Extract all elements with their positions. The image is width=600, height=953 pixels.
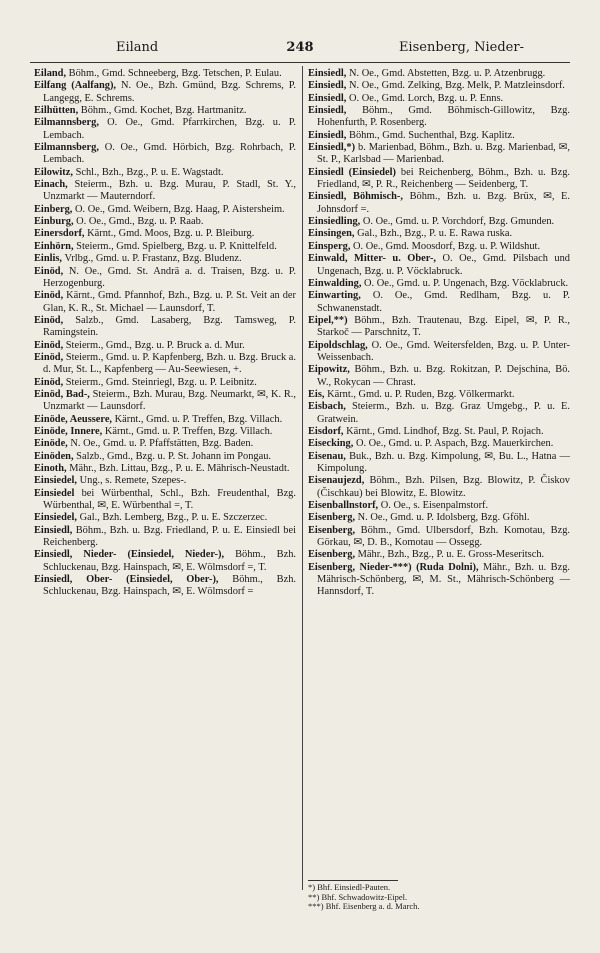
entry-headword: Eisenberg, — [308, 549, 356, 561]
entry-text: O. Oe., Gmd. Redlham, Bzg. u. P. Schwanenstadt. — [317, 290, 570, 314]
entry-headword: Einwarting, — [308, 290, 361, 302]
gazetteer-entry — [308, 451, 570, 476]
entry-text: N. Oe., Bzh. Gmünd, Bzg. Schrems, P. Langegg, E. Schrems. — [43, 80, 296, 104]
header-rule — [30, 62, 570, 63]
entry-text: Kärnt., Gmd. Moos, Bzg. u. P. Bleiburg. — [87, 228, 255, 240]
gazetteer-entry — [34, 241, 296, 253]
gazetteer-entry — [308, 290, 570, 315]
entry-text: O. Oe., Gmd. Moosdorf, Bzg. u. P. Wildshut. — [353, 240, 541, 252]
entry-headword: Einsiedl, — [308, 129, 347, 141]
gazetteer-entry — [308, 130, 570, 142]
entry-text: Gal., Bzh. Lemberg, Bzg., P. u. E. Szczerzec. — [79, 512, 268, 524]
entry-headword: Eis, — [308, 388, 325, 400]
entry-text: Mähr., Bzh. Littau, Bzg., P. u. E. Mährisch-Neustadt. — [69, 463, 290, 474]
entry-text: Böhm., Bzh. Trautenau, Bzg. Eipel, ✉, P. R., Starkoč — Parschnitz, T. — [317, 314, 570, 339]
gazetteer-entry — [34, 438, 296, 450]
entry-headword: Einsiedel — [34, 487, 75, 499]
gazetteer-entry — [308, 549, 570, 561]
entry-text: O. Oe., Gmd. Lorch, Bzg. u. P. Enns. — [349, 92, 504, 104]
gazetteer-entry — [34, 142, 296, 167]
entry-text: Kärnt., Gmd. u. P. Treffen, Bzg. Villach. — [104, 425, 273, 437]
footnotes — [308, 880, 570, 912]
gazetteer-entry — [34, 352, 296, 377]
entry-headword: Einsiedl, Nieder- (Einsiedel, Nieder-), — [34, 549, 225, 561]
entry-text: Ung., s. Remete, Szepes-. — [79, 475, 187, 487]
entry-headword: Einöd, — [34, 265, 64, 277]
gazetteer-entry — [308, 142, 570, 167]
entry-headword: Einberg, — [34, 203, 73, 215]
entry-text: Salzb., Gmd., Bzg. u. P. St. Johann im Pongau. — [76, 450, 272, 462]
gazetteer-entry — [308, 500, 570, 512]
gazetteer-entry — [34, 340, 296, 352]
entry-headword: Einöde, — [34, 438, 68, 450]
entry-text: N. Oe., Gmd. u. P. Pfaffstätten, Bzg. Baden. — [70, 438, 254, 450]
gazetteer-entry — [34, 167, 296, 179]
gazetteer-entry — [308, 68, 570, 80]
gazetteer-entry — [34, 451, 296, 463]
entry-text: Steierm., Bzh. u. Bzg. Graz Umgebg., P. u. E. Gratwein. — [317, 401, 570, 425]
gazetteer-entry — [34, 574, 296, 599]
entry-headword: Eisecking, — [308, 438, 354, 450]
entry-headword: Eilhütten, — [34, 105, 79, 117]
gazetteer-entry — [34, 426, 296, 438]
entry-headword: Einsiedl, — [308, 92, 347, 104]
gazetteer-entry — [308, 315, 570, 340]
entry-headword: Eisenballnstorf, — [308, 500, 379, 512]
entry-text: Böhm., Bzh. Schluckenau, Bzg. Hainspach, ✉, E. Wölmsdorf =, T. — [43, 549, 296, 573]
entry-headword: Einsiedl, — [308, 68, 347, 79]
entry-headword: Einöd, — [34, 314, 64, 326]
gazetteer-entry — [308, 438, 570, 450]
gazetteer-entry — [308, 105, 570, 130]
entry-headword: Einsiedl, — [308, 105, 347, 117]
gazetteer-entry — [34, 414, 296, 426]
entry-headword: Eisenberg, Nieder-***) (Ruda Dolni), — [308, 561, 479, 573]
entry-headword: Eisenberg, — [308, 524, 356, 536]
footnote: **) Bhf. Schwadowitz-Eipel. — [308, 891, 408, 902]
entry-text: Böhm., Bzh. u. Bzg. Friedland, P. u. E. Einsiedl bei Reichenberg. — [43, 524, 296, 549]
gazetteer-entry — [308, 253, 570, 278]
entry-text: N. Oe., Gmd. St. Andrä a. d. Traisen, Bzg. u. P. Herzogenburg. — [43, 265, 296, 289]
entry-text: N. Oe., Gmd. u. P. Idolsberg, Bzg. Gföhl. — [357, 512, 530, 524]
gazetteer-entry — [34, 315, 296, 340]
entry-text: Kärnt., Gmd. Pfannhof, Bzh., Bzg. u. P. St. Veit an der Glan, K. R., St. Michael — Launsdorf, T. — [43, 290, 296, 314]
gazetteer-entry — [308, 278, 570, 290]
gazetteer-entry — [34, 389, 296, 414]
footnote: ***) Bhf. Eisenberg a. d. March. — [308, 901, 420, 912]
entry-text: bei Würbenthal, Schl., Bzh. Freudenthal, Bzg. Würbenthal, ✉, E. Würbenthal =, T. — [43, 487, 296, 512]
entry-text: Böhm., Bzh. u. Bzg. Brüx, ✉, E. Johnsdorf =. — [317, 191, 570, 215]
entry-text: O. Oe., Gmd. Weibern, Bzg. Haag, P. Aistersheim. — [75, 203, 285, 215]
entry-headword: Einöd, — [34, 376, 64, 388]
gazetteer-entry — [308, 241, 570, 253]
entry-text: Böhm., Gmd. Schneeberg, Bzg. Tetschen, P. Eulau. — [68, 68, 282, 79]
gazetteer-entry — [34, 290, 296, 315]
entry-text: Salzb., Gmd. Lasaberg, Bzg. Tamsweg, P. Ramingstein. — [43, 314, 296, 339]
entry-headword: Einsingen, — [308, 228, 355, 240]
gazetteer-entry — [34, 68, 296, 80]
entry-text: O. Oe., s. Eisenpalmstorf. — [380, 500, 489, 512]
entry-headword: Eilmannsberg, — [34, 117, 99, 129]
entry-headword: Einsiedl, — [34, 524, 73, 536]
entry-text: O. Oe., Gmd. Hörbich, Bzg. Rohrbach, P. Lembach. — [43, 142, 296, 166]
gazetteer-entry — [308, 167, 570, 192]
gazetteer-entry — [34, 80, 296, 105]
entry-headword: Einhörn, — [34, 240, 74, 252]
entry-text: Böhm., Bzh. Pilsen, Bzg. Blowitz, P. Čiskov (Čischkau) bei Blowitz, E. Blowitz. — [317, 475, 570, 499]
gazetteer-entry — [34, 488, 296, 513]
entry-headword: Einöd, — [34, 351, 64, 363]
gazetteer-entry — [34, 117, 296, 142]
entry-headword: Einsiedel, — [34, 512, 78, 524]
entry-text: O. Oe., Gmd. u. P. Ungenach, Bzg. Vöcklabruck. — [364, 277, 569, 289]
entry-headword: Einsiedling, — [308, 216, 361, 228]
entry-headword: Eipel,**) — [308, 314, 348, 326]
gazetteer-entry — [308, 389, 570, 401]
right-column — [308, 68, 570, 599]
gazetteer-entry — [308, 364, 570, 389]
entry-text: O. Oe., Gmd. u. P. Vorchdorf, Bzg. Gmunden. — [362, 216, 555, 228]
gazetteer-entry — [34, 216, 296, 228]
entry-headword: Einwalding, — [308, 277, 362, 289]
running-header — [36, 40, 564, 58]
entry-text: Böhm., Gmd. Böhmisch-Gillowitz, Bzg. Hohenfurth, P. Rosenberg. — [317, 105, 570, 129]
header-left-word: Eiland — [116, 40, 159, 55]
entry-text: Böhm., Gmd. Kochet, Bzg. Hartmanitz. — [80, 105, 247, 117]
entry-headword: Eilowitz, — [34, 166, 73, 178]
gazetteer-entry — [308, 401, 570, 426]
entry-text: Buk., Bzh. u. Bzg. Kimpolung, ✉, Bu. L., Hatna — Kimpolung. — [317, 450, 570, 474]
gazetteer-entry — [308, 340, 570, 365]
entry-text: O. Oe., Gmd. Weitersfelden, Bzg. u. P. Unter-Weissenbach. — [317, 339, 570, 363]
entry-headword: Eisenaujezd, — [308, 475, 365, 487]
entry-headword: Eisbach, — [308, 401, 346, 413]
entry-text: O. Oe., Gmd., Bzg. u. P. Raab. — [76, 216, 204, 228]
gazetteer-entry — [34, 512, 296, 524]
entry-text: Vrlbg., Gmd. u. P. Frastanz, Bzg. Bludenz. — [64, 253, 242, 265]
gazetteer-entry — [34, 228, 296, 240]
entry-headword: Einsiedl, Ober- (Einsiedel, Ober-), — [34, 574, 219, 586]
entry-headword: Einwald, Mitter- u. Ober-, — [308, 253, 437, 265]
entry-text: N. Oe., Gmd. Zelking, Bzg. Melk, P. Matzleinsdorf. — [349, 80, 565, 92]
gazetteer-entry — [308, 228, 570, 240]
entry-headword: Einsperg, — [308, 240, 351, 252]
entry-text: Schl., Bzh., Bzg., P. u. E. Wagstadt. — [75, 166, 224, 178]
entry-text: Böhm., Bzh. Schluckenau, Bzg. Hainspach, ✉, E. Wölmsdorf = — [43, 574, 296, 598]
footnote: *) Bhf. Einsiedl-Pauten. — [308, 882, 391, 892]
footnote-rule — [308, 880, 398, 881]
gazetteer-entry — [34, 463, 296, 475]
entry-headword: Eipowitz, — [308, 364, 350, 376]
gazetteer-entry — [34, 475, 296, 487]
entry-headword: Einöd, Bad-, — [34, 388, 90, 400]
entry-headword: Einöd, — [34, 339, 64, 351]
entry-headword: Einöde, Aeussere, — [34, 413, 113, 425]
entry-headword: Einöden, — [34, 450, 74, 462]
entry-text: Kärnt., Gmd. u. P. Treffen, Bzg. Villach. — [114, 413, 283, 425]
entry-text: Steierm., Gmd. Spielberg, Bzg. u. P. Knittelfeld. — [76, 240, 277, 252]
page-number: 248 — [286, 40, 314, 55]
entry-text: Steierm., Bzh. u. Bzg. Murau, P. Stadl, St. Y., Unzmarkt — Mauterndorf. — [43, 179, 296, 203]
entry-text: Gal., Bzh., Bzg., P. u. E. Rawa ruska. — [357, 228, 513, 240]
entry-text: Mähr., Bzh. u. Bzg. Mährisch-Schönberg, ✉, M. St., Mährisch-Schönberg — Hannsdorf, T. — [317, 561, 571, 598]
entry-headword: Eisenberg, — [308, 512, 356, 524]
gazetteer-entry — [308, 80, 570, 92]
entry-text: O. Oe., Gmd. Pfarrkirchen, Bzg. u. P. Lembach. — [43, 117, 296, 141]
entry-text: O. Oe., Gmd. Pilsbach und Ungenach, Bzg. u. P. Vöcklabruck. — [317, 253, 570, 277]
entry-text: bei Reichenberg, Böhm., Bzh. u. Bzg. Friedland, ✉, P. R., Reichenberg — Seidenberg, T. — [317, 166, 570, 191]
entry-headword: Eisenau, — [308, 450, 346, 462]
entry-text: Steierm., Gmd., Bzg. u. P. Bruck a. d. Mur. — [65, 339, 245, 351]
gazetteer-entry — [34, 179, 296, 204]
entry-text: b. Marienbad, Böhm., Bzh. u. Bzg. Marienbad, ✉, St. P., Karlsbad — Marienbad. — [317, 142, 570, 166]
entry-text: O. Oe., Gmd. u. P. Aspach, Bzg. Mauerkirchen. — [355, 438, 554, 450]
entry-headword: Eisdorf, — [308, 425, 344, 437]
entry-headword: Einsiedl,*) — [308, 142, 356, 154]
gazetteer-entry — [34, 204, 296, 216]
entry-headword: Einöde, Innere, — [34, 425, 103, 437]
entry-headword: Einsiedel, — [34, 475, 78, 487]
gazetteer-entry — [308, 475, 570, 500]
header-right-word: Eisenberg, Nieder- — [398, 40, 524, 55]
entry-headword: Einsiedl, — [308, 80, 347, 92]
gazetteer-entry — [34, 253, 296, 265]
gazetteer-entry — [308, 512, 570, 524]
gazetteer-entry — [34, 105, 296, 117]
entry-text: Böhm., Gmd. Suchenthal, Bzg. Kaplitz. — [349, 129, 515, 141]
gazetteer-entry — [308, 525, 570, 550]
entry-text: Steierm., Gmd. Steinriegl, Bzg. u. P. Leibnitz. — [65, 376, 257, 388]
entry-headword: Einach, — [34, 179, 68, 191]
entry-text: Böhm., Gmd. Ulbersdorf, Bzh. Komotau, Bzg. Görkau, ✉, D. B., Komotau — Ossegg. — [317, 524, 570, 549]
entry-headword: Einlis, — [34, 253, 63, 265]
entry-text: Böhm., Bzh. u. Bzg. Rokitzan, P. Dejschina, Bö. W., Rokycan — Chrast. — [317, 364, 570, 388]
entry-text: Steierm., Gmd. u. P. Kapfenberg, Bzh. u. Bzg. Bruck a. d. Mur, St. L., Kapfenberg — Au-Seewiesen, +. — [43, 351, 296, 376]
gazetteer-entry — [308, 562, 570, 599]
gazetteer-entry — [308, 216, 570, 228]
gazetteer-entry — [34, 377, 296, 389]
entry-text: Steierm., Bzh. Murau, Bzg. Neumarkt, ✉, K. R., Unzmarkt — Launsdorf. — [43, 388, 296, 413]
entry-headword: Eilmannsberg, — [34, 142, 99, 154]
entry-headword: Einöd, — [34, 290, 64, 302]
gazetteer-entry — [34, 266, 296, 291]
gazetteer-entry — [308, 426, 570, 438]
gazetteer-entry — [308, 191, 570, 216]
left-column — [34, 68, 296, 599]
entry-headword: Eipoldschlag, — [308, 339, 368, 351]
entry-text: Mähr., Bzh., Bzg., P. u. E. Gross-Meseritsch. — [357, 549, 545, 561]
entry-text: N. Oe., Gmd. Abstetten, Bzg. u. P. Atzenbrugg. — [349, 68, 546, 79]
gazetteer-entry — [34, 525, 296, 550]
entry-headword: Eilfang (Aalfang), — [34, 80, 116, 92]
entry-text: Kärnt., Gmd. u. P. Ruden, Bzg. Völkermarkt. — [327, 388, 515, 400]
entry-headword: Einsiedl, Böhmisch-, — [308, 191, 403, 203]
entry-text: Kärnt., Gmd. Lindhof, Bzg. St. Paul, P. Rojach. — [346, 425, 544, 437]
entry-headword: Einburg, — [34, 216, 74, 228]
entry-headword: Eiland, — [34, 68, 67, 79]
entry-headword: Einsiedl (Einsiedel) — [308, 166, 397, 178]
entry-headword: Einoth, — [34, 463, 67, 474]
gazetteer-entry — [308, 93, 570, 105]
entry-headword: Einersdorf, — [34, 228, 85, 240]
column-divider — [302, 66, 303, 890]
gazetteer-entry — [34, 549, 296, 574]
